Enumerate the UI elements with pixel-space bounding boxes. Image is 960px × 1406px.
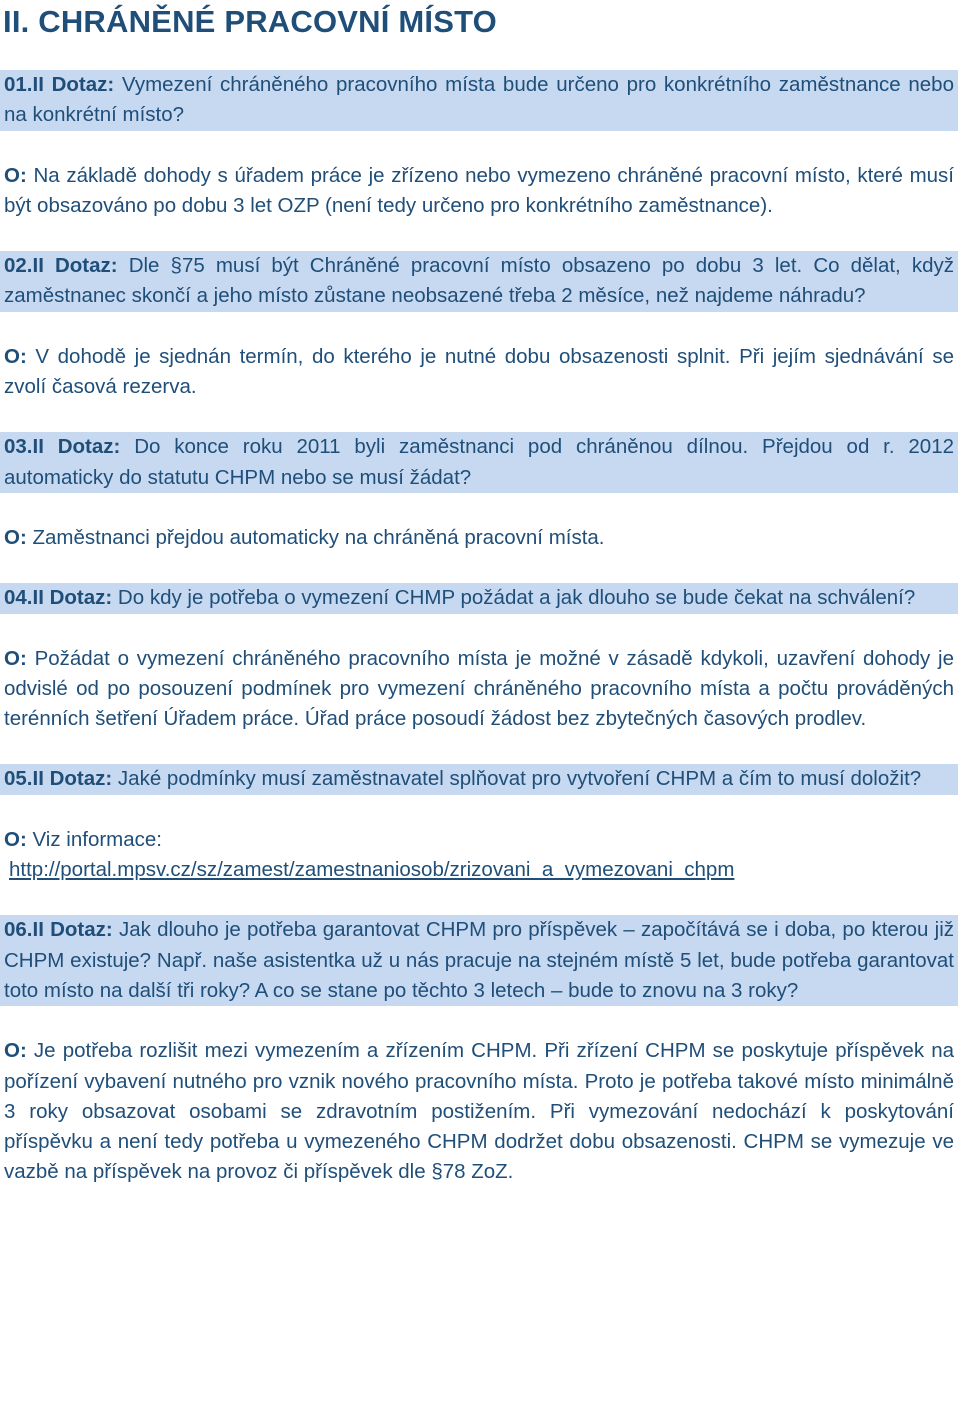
faq-entry-03 [0, 402, 960, 553]
question-prefix: 05.II Dotaz: [4, 767, 113, 791]
question-text: Do kdy je potřeba o vymezení CHMP požádat a jak dlouho se bude čekat na schválení? [117, 586, 916, 610]
question-05 [0, 764, 958, 794]
answer-text: Na základě dohody s úřadem práce je zřízeno nebo vymezeno chráněné pracovní místo, které musí být obsazováno po dobu 3 let OZP (není tedy určeno pro konkrétního zaměstnance). [4, 163, 954, 217]
answer-text: V dohodě je sjednán termín, do kterého je nutné dobu obsazenosti splnit. Při jejím sjednávání se zvolí časová rezerva. [4, 344, 954, 399]
question-03 [0, 432, 958, 493]
answer-02 [0, 342, 958, 403]
answer-prefix: O: [4, 827, 27, 851]
answer-prefix: O: [4, 163, 27, 187]
answer-04 [0, 644, 958, 735]
question-text: Jaké podmínky musí zaměstnavatel splňovat pro vytvoření CHPM a čím to musí doložit? [117, 767, 922, 791]
faq-entry-06 [0, 885, 960, 1187]
answer-text: Viz informace: [32, 827, 162, 851]
question-text: Do konce roku 2011 byli zaměstnanci pod chráněnou dílnou. Přejdou od r. 2012 automaticky do statutu CHPM nebo se musí žádat? [4, 435, 955, 489]
answer-01 [0, 161, 958, 222]
answer-prefix: O: [4, 1039, 27, 1063]
answer-prefix: O: [4, 646, 27, 670]
info-link[interactable]: http://portal.mpsv.cz/sz/zamest/zamestnaniosob/zrizovani_a_vymezovani_chpm [9, 858, 735, 882]
question-prefix: 01.II Dotaz: [4, 73, 115, 96]
question-01 [0, 70, 958, 131]
answer-05 [0, 825, 958, 886]
question-02 [0, 251, 958, 312]
question-prefix: 02.II Dotaz: [4, 254, 118, 278]
question-04 [0, 583, 958, 613]
answer-prefix: O: [4, 344, 27, 368]
question-text: Jak dlouho je potřeba garantovat CHPM pro příspěvek – započítává se i doba, po kterou již CHPM existuje? Např. naše asistentka už u nás pracuje na stejném místě 5 let, bude potřeba garantovat toto místo na další tři roky? A co se stane po těchto 3 letech – bude to znovu na 3 roky? [4, 918, 954, 1002]
question-prefix: 03.II Dotaz: [4, 435, 121, 459]
faq-entry-04 [0, 553, 960, 734]
page-title: II. CHRÁNĚNÉ PRACOVNÍ MÍSTO [3, 4, 497, 39]
answer-text: Zaměstnanci přejdou automaticky na chráněná pracovní místa. [32, 525, 605, 549]
question-text: Vymezení chráněného pracovního místa bude určeno pro konkrétního zaměstnance nebo na konkrétní místo? [4, 73, 954, 127]
question-text: Dle §75 musí být Chráněné pracovní místo obsazeno po dobu 3 let. Co dělat, když zaměstnanec skončí a jeho místo zůstane neobsazené třeba 2 měsíce, než najdeme náhradu? [4, 254, 954, 308]
faq-entry-01 [0, 44, 960, 221]
answer-prefix: O: [4, 525, 27, 549]
answer-text: Požádat o vymezení chráněného pracovního místa je možné v zásadě kdykoli, uzavření dohody je odvislé od po posouzení podmínek pro vymezení chráněného pracovního místa a počtu prováděných terénních šetření Úřadem práce. Úřad práce posoudí žádost bez zbytečných časových prodlev. [4, 646, 954, 731]
answer-text: Je potřeba rozlišit mezi vymezením a zřízením CHPM. Při zřízení CHPM se poskytuje příspěvek na pořízení vybavení nutného pro vznik nového pracovního místa. Proto je potřeba takové místo minimálně 3 roky obsazovat osobami se zdravotním postižením. Při vymezování nedochází k poskytování příspěvku a není tedy potřeba u vymezeného CHPM dodržet dobu obsazenosti. CHPM se vymezuje ve vazbě na příspěvek na provoz či příspěvek dle §78 ZoZ. [4, 1039, 954, 1184]
question-prefix: 06.II Dotaz: [4, 918, 113, 942]
question-06 [0, 915, 958, 1006]
faq-entry-02 [0, 221, 960, 402]
answer-06 [0, 1036, 958, 1187]
faq-entry-05 [0, 734, 960, 885]
answer-03 [0, 523, 958, 553]
question-prefix: 04.II Dotaz: [4, 586, 113, 610]
